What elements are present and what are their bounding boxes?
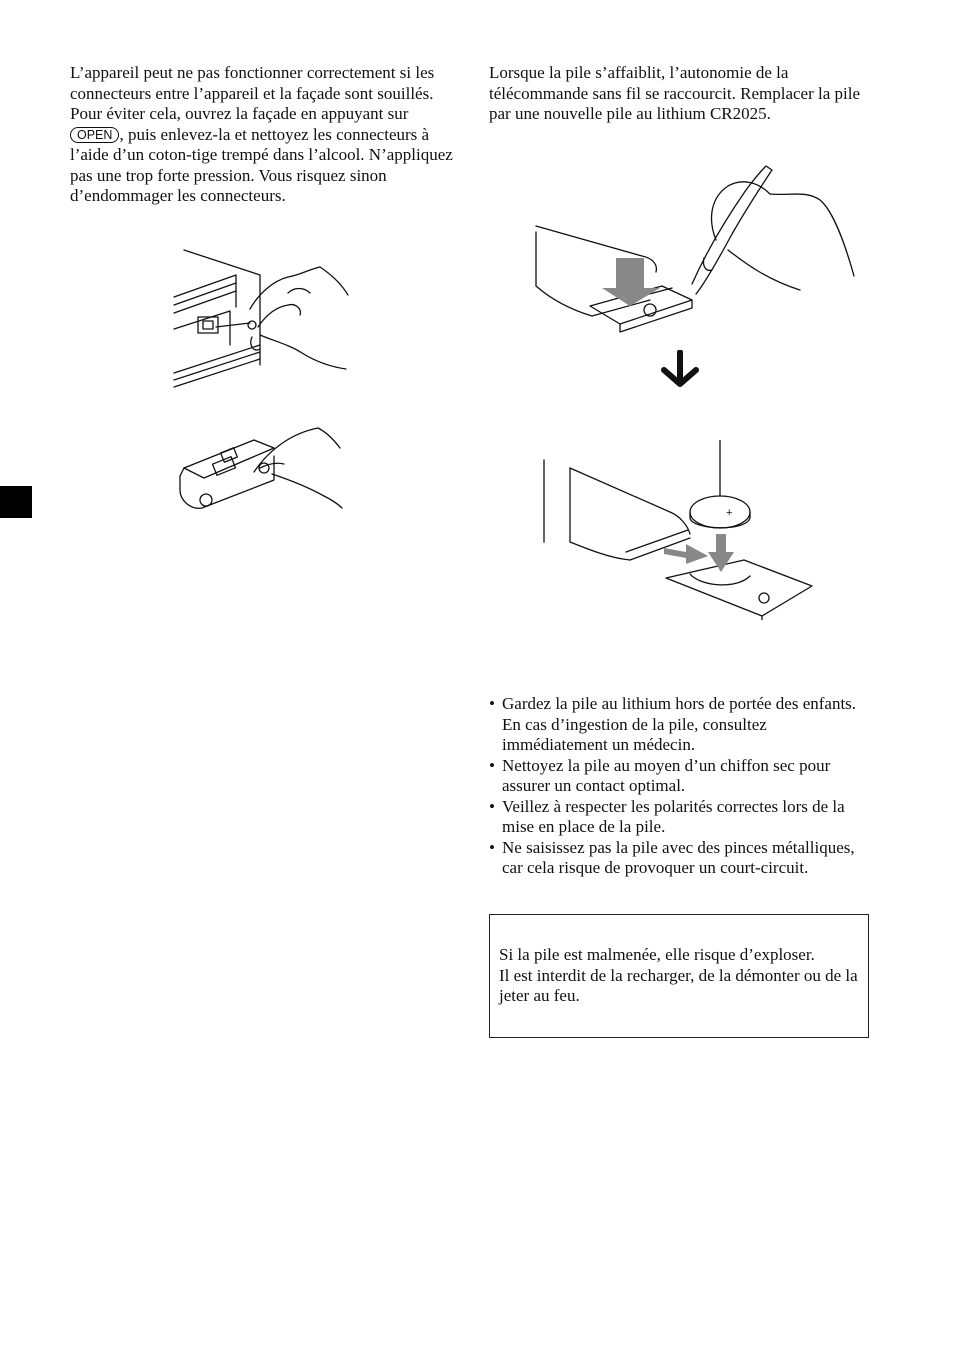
warning-line-2: Il est interdit de la recharger, de la démonter ou de la jeter au feu. bbox=[499, 965, 858, 1005]
hand-cleaning-front-panel-illustration bbox=[176, 420, 346, 515]
remote-battery-removal-illustration bbox=[532, 160, 857, 340]
battery-notes-list bbox=[489, 694, 874, 879]
open-key-label: OPEN bbox=[70, 127, 119, 143]
cleaning-connectors-paragraph bbox=[70, 63, 455, 207]
remote-battery-insert-illustration bbox=[540, 440, 815, 620]
list-item bbox=[489, 838, 874, 879]
list-item bbox=[489, 797, 874, 838]
down-arrow-icon bbox=[660, 350, 700, 388]
bullet-mark: • bbox=[489, 837, 495, 857]
hand-cleaning-unit-illustration bbox=[170, 245, 352, 390]
battery-replacement-intro: Lorsque la pile s’affaiblit, l’autonomie de la télécommande sans fil se raccourcit. Remplacer la pile par une nouvelle pile au lithium CR2025. bbox=[489, 63, 861, 123]
battery-warning-box bbox=[489, 914, 869, 1038]
bullet-mark: • bbox=[489, 694, 495, 713]
list-item bbox=[489, 694, 874, 756]
battery-plus-mark: + bbox=[726, 507, 733, 519]
note-text: Ne saisissez pas la pile avec des pinces métalliques, car cela risque de provoquer un court-circuit. bbox=[502, 837, 855, 877]
cleaning-text-part1: L’appareil peut ne pas fonctionner correctement si les connecteurs entre l’appareil et la façade sont souillés. Pour éviter cela, ouvrez la façade en appuyant sur bbox=[70, 63, 435, 123]
cleaning-text-part2: , puis enlevez-la et nettoyez les connecteurs à l’aide d’un coton-tige trempé dans l’alcool. N’appliquez pas une trop forte pression. Vous risquez sinon d’endommager les connecteurs. bbox=[70, 124, 453, 205]
note-text: Veillez à respecter les polarités correctes lors de la mise en place de la pile. bbox=[502, 796, 845, 836]
list-item bbox=[489, 756, 874, 797]
warning-line-1: Si la pile est malmenée, elle risque d’exploser. bbox=[499, 945, 815, 964]
page-side-tab bbox=[0, 486, 32, 518]
note-text: Gardez la pile au lithium hors de portée des enfants. En cas d’ingestion de la pile, consultez immédiatement un médecin. bbox=[502, 694, 857, 754]
note-text: Nettoyez la pile au moyen d’un chiffon sec pour assurer un contact optimal. bbox=[502, 755, 831, 795]
bullet-mark: • bbox=[489, 796, 495, 816]
bullet-mark: • bbox=[489, 755, 495, 775]
